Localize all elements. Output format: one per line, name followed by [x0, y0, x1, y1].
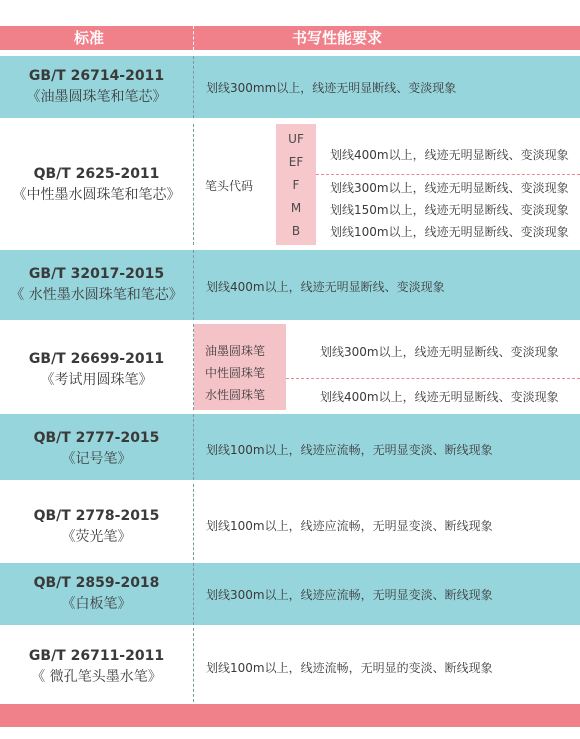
- table-row: [0, 324, 580, 410]
- row-divider: [286, 378, 580, 379]
- table-row: [0, 628, 580, 702]
- header-standard: 标准: [74, 29, 105, 47]
- pen-type: 中性圆珠笔: [205, 366, 266, 380]
- pen-type: 油墨圆珠笔: [205, 344, 266, 358]
- column-divider: [193, 628, 194, 702]
- column-divider: [193, 414, 194, 480]
- requirement-text: 划线300m以上，线迹无明显断线、变淡现象: [330, 181, 569, 195]
- standard-cell: [0, 66, 193, 108]
- table-row: [0, 56, 580, 118]
- requirement-text: 划线100m以上，线迹无明显断线、变淡现象: [330, 225, 569, 239]
- standard-cell: [0, 164, 193, 206]
- requirement-text: 划线300m以上，线迹应流畅，无明显变淡、断线现象: [206, 588, 493, 602]
- column-divider: [193, 563, 194, 625]
- table-row: [0, 250, 580, 320]
- standard-cell: [0, 349, 193, 391]
- requirement-text: 划线300mm以上，线迹无明显断线、变淡现象: [206, 81, 457, 95]
- requirement-text: 划线400m以上，线迹无明显断线、变淡现象: [206, 280, 445, 294]
- footer-bar: [0, 704, 580, 727]
- nib-code-label: 笔头代码: [205, 179, 254, 193]
- table-row: [0, 484, 580, 560]
- standard-cell: [0, 264, 193, 306]
- nib-code: B: [291, 224, 301, 238]
- requirement-text: 划线100m以上，线迹流畅，无明显的变淡、断线现象: [206, 661, 493, 675]
- standard-code: QB/T 2777-2015: [33, 430, 160, 446]
- standard-name: 《荧光笔》: [61, 529, 132, 545]
- standard-cell: [0, 646, 193, 688]
- standard-code: QB/T 2859-2018: [33, 575, 160, 591]
- nib-code: UF: [288, 132, 304, 146]
- pen-type-column: [194, 324, 286, 410]
- table-row: [0, 414, 580, 480]
- table-header: [0, 26, 580, 50]
- standard-cell: [0, 573, 193, 615]
- standard-cell: [0, 428, 193, 470]
- nib-code: F: [292, 178, 300, 192]
- column-divider: [193, 124, 194, 245]
- standard-code: QB/T 2625-2011: [33, 166, 160, 182]
- standard-code: GB/T 26711-2011: [28, 648, 165, 664]
- standard-code: GB/T 26714-2011: [28, 68, 165, 84]
- column-divider: [193, 56, 194, 118]
- standard-name: 《中性墨水圆珠笔和笔芯》: [12, 187, 181, 203]
- requirement-text: 划线100m以上，线迹应流畅，无明显变淡、断线现象: [206, 519, 493, 533]
- requirement-text: 划线300m以上，线迹无明显断线、变淡现象: [320, 345, 559, 359]
- nib-code-column: [276, 124, 316, 245]
- table-row: [0, 563, 580, 625]
- standard-name: 《油墨圆珠笔和笔芯》: [26, 89, 167, 105]
- standard-code: GB/T 26699-2011: [28, 351, 165, 367]
- header-divider: [193, 26, 194, 50]
- standard-code: GB/T 32017-2015: [28, 266, 165, 282]
- column-divider: [193, 250, 194, 320]
- requirement-text: 划线150m以上，线迹无明显断线、变淡现象: [330, 203, 569, 217]
- pen-type: 水性圆珠笔: [205, 388, 266, 402]
- requirement-text: 划线400m以上，线迹无明显断线、变淡现象: [330, 148, 569, 162]
- standard-name: 《考试用圆珠笔》: [40, 372, 153, 388]
- header-writing-requirement: 书写性能要求: [292, 29, 383, 47]
- standard-code: QB/T 2778-2015: [33, 508, 160, 524]
- requirement-text: 划线100m以上，线迹应流畅，无明显变淡、断线现象: [206, 443, 493, 457]
- nib-code: EF: [288, 155, 304, 169]
- table-row: [0, 124, 580, 245]
- standard-name: 《 微孔笔头墨水笔》: [31, 669, 162, 685]
- nib-code: M: [290, 201, 302, 215]
- requirement-text: 划线400m以上，线迹无明显断线、变淡现象: [320, 390, 559, 404]
- standard-cell: [0, 506, 193, 548]
- standard-name: 《白板笔》: [61, 596, 132, 612]
- standard-name: 《 水性墨水圆珠笔和笔芯》: [10, 287, 183, 303]
- row-divider: [316, 174, 580, 175]
- column-divider: [193, 484, 194, 560]
- standard-name: 《记号笔》: [61, 451, 132, 467]
